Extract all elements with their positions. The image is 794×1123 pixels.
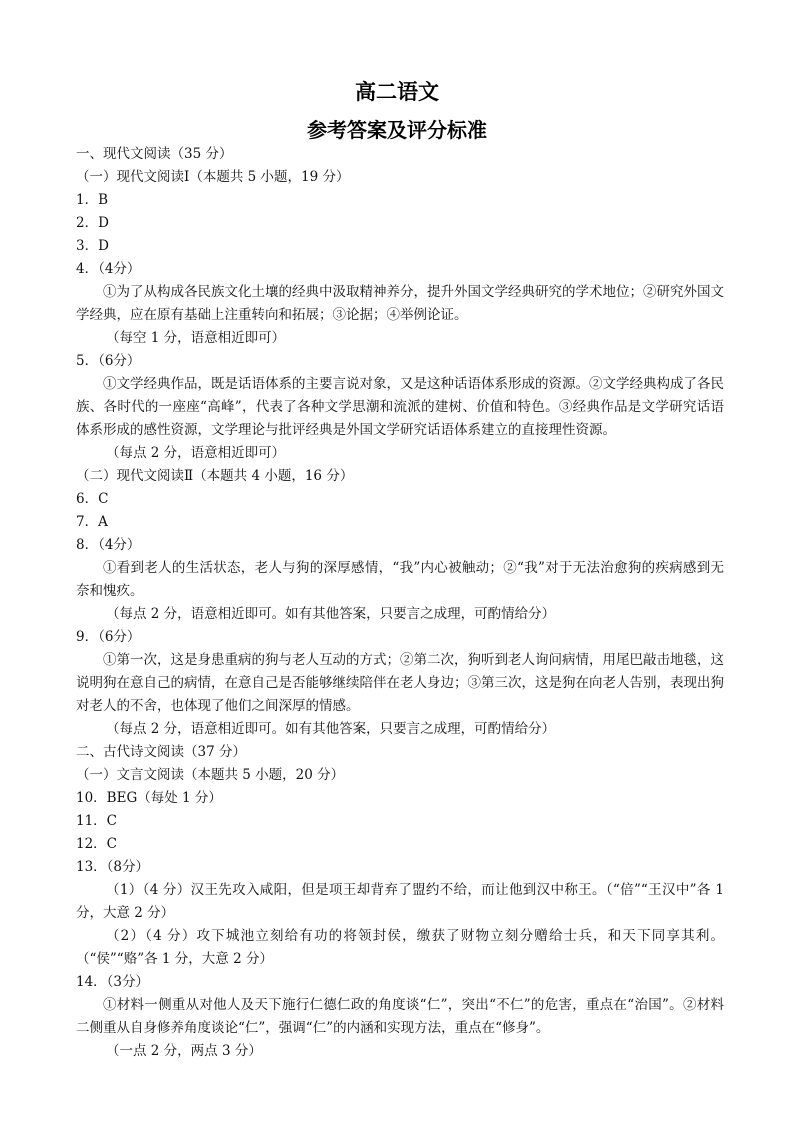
answer-item: 5．（6分） bbox=[76, 353, 141, 369]
subsection-heading: （一）现代文阅读Ⅰ（本题共 5 小题，19 分） bbox=[76, 169, 350, 185]
answer-item: 3．D bbox=[76, 238, 109, 254]
subsection-heading: （一）文言文阅读（本题共 5 小题，20 分） bbox=[76, 767, 345, 783]
scoring-note: （每点 2 分，语意相近即可） bbox=[106, 445, 286, 461]
answer-text: ①文学经典作品，既是话语体系的主要言说对象，又是这种话语体系形成的资源。②文学经典构成了各民族、各时代的一座座“高峰”，代表了各种文学思潮和流派的建树、价值和特色。③经典作品是文学研究话语体系形成的感性资源，文学理论与批评经典是外国文学研究话语体系建立的直接理性资源。 bbox=[76, 376, 724, 438]
answer-text: ①材料一侧重从对他人及天下施行仁德仁政的角度谈“仁”，突出“不仁”的危害，重点在“治国”。②材料二侧重从自身修养角度谈论“仁”，强调“仁”的内涵和实现方法，重点在“修身”。 bbox=[76, 997, 724, 1036]
answer-item: 13．（8分） bbox=[76, 859, 150, 875]
answer-text: ①为了从构成各民族文化土壤的经典中汲取精神养分，提升外国文学经典研究的学术地位；②研究外国文学经典，应在原有基础上注重转向和拓展；③论据；④举例论证。 bbox=[76, 284, 724, 323]
scoring-note: （每空 1 分，语意相近即可） bbox=[106, 330, 286, 346]
section-heading: 二、古代诗文阅读（37 分） bbox=[76, 744, 246, 760]
answer-content bbox=[76, 143, 724, 1063]
scoring-note: （一点 2 分，两点 3 分） bbox=[106, 1043, 262, 1059]
answer-text: （2）（4 分）攻下城池立刻给有功的将领封侯，缴获了财物立刻分赠给士兵，和天下同享其利。（“侯”“赂”各 1 分，大意 2 分） bbox=[76, 928, 724, 967]
answer-text: ①第一次，这是身患重病的狗与老人互动的方式；②第二次，狗听到老人询问病情，用尾巴敲击地毯，这说明狗在意自己的病情，在意自己是否能够继续陪伴在老人身边；③第三次，这是狗在向老人告别，表现出狗对老人的不舍，也体现了他们之间深厚的情感。 bbox=[76, 652, 724, 714]
answer-item: 2．D bbox=[76, 215, 109, 231]
answer-item: 10．BEG（每处 1 分） bbox=[76, 790, 222, 806]
answer-item: 12．C bbox=[76, 836, 118, 852]
answer-text: （1）（4 分）汉王先攻入咸阳，但是项王却背弃了盟约不给，而让他到汉中称王。（“倍”“王汉中”各 1 分，大意 2 分） bbox=[76, 882, 724, 921]
answer-item: 7．A bbox=[76, 514, 108, 530]
answer-item: 8．（4分） bbox=[76, 537, 141, 553]
answer-item: 6．C bbox=[76, 491, 109, 507]
answer-text: ①看到老人的生活状态，老人与狗的深厚感情，“我”内心被触动；②“我”对于无法治愈狗的疾病感到无奈和愧疚。 bbox=[76, 560, 724, 599]
page-subtitle: 参考答案及评分标准 bbox=[307, 118, 487, 142]
answer-item: 14．（3分） bbox=[76, 974, 150, 990]
answer-item: 11．C bbox=[76, 813, 118, 829]
answer-item: 9．（6分） bbox=[76, 629, 141, 645]
scoring-note: （每点 2 分，语意相近即可。如有其他答案，只要言之成理，可酌情给分） bbox=[106, 606, 556, 622]
answer-item: 1．B bbox=[76, 192, 109, 208]
scoring-note: （每点 2 分，语意相近即可。如有其他答案，只要言之成理，可酌情给分） bbox=[106, 721, 556, 737]
section-heading: 一、现代文阅读（35 分） bbox=[76, 146, 233, 162]
answer-item: 4．（4分） bbox=[76, 261, 141, 277]
subsection-heading: （二）现代文阅读Ⅱ（本题共 4 小题，16 分） bbox=[76, 468, 354, 484]
page-title: 高二语文 bbox=[355, 80, 439, 104]
